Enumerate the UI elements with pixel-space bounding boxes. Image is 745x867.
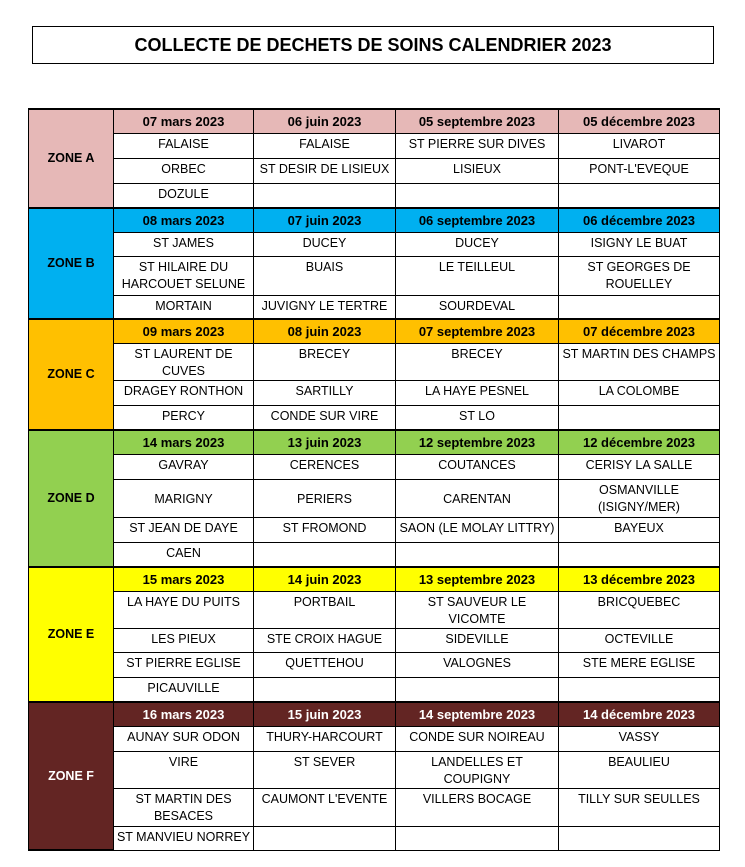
- town-cell: MORTAIN: [114, 295, 254, 319]
- town-cell: COUTANCES: [396, 454, 559, 479]
- town-cell: QUETTEHOU: [254, 652, 396, 677]
- town-cell: PICAUVILLE: [114, 677, 254, 702]
- zone-label: ZONE C: [29, 319, 114, 430]
- town-cell: ST HILAIRE DU HARCOUET SELUNE: [114, 256, 254, 295]
- town-cell: [254, 542, 396, 567]
- collection-date: 14 juin 2023: [254, 567, 396, 591]
- town-cell: MARIGNY: [114, 479, 254, 517]
- town-cell: FALAISE: [254, 133, 396, 158]
- town-cell: ST FROMOND: [254, 517, 396, 542]
- town-cell: SOURDEVAL: [396, 295, 559, 319]
- town-cell: ST SEVER: [254, 751, 396, 788]
- town-cell: SIDEVILLE: [396, 628, 559, 652]
- town-cell: CERISY LA SALLE: [559, 454, 720, 479]
- collection-date: 13 décembre 2023: [559, 567, 720, 591]
- collection-date: 06 décembre 2023: [559, 208, 720, 232]
- town-cell: [396, 183, 559, 208]
- town-cell: DOZULE: [114, 183, 254, 208]
- collection-date: 07 juin 2023: [254, 208, 396, 232]
- zone-label: ZONE E: [29, 567, 114, 702]
- collection-date: 16 mars 2023: [114, 702, 254, 726]
- town-cell: ST PIERRE EGLISE: [114, 652, 254, 677]
- town-cell: [559, 183, 720, 208]
- collection-date: 09 mars 2023: [114, 319, 254, 343]
- town-cell: PERIERS: [254, 479, 396, 517]
- town-cell: OCTEVILLE: [559, 628, 720, 652]
- collection-date: 05 septembre 2023: [396, 109, 559, 133]
- town-cell: [254, 183, 396, 208]
- town-cell: ST LO: [396, 405, 559, 430]
- town-cell: VIRE: [114, 751, 254, 788]
- town-cell: STE CROIX HAGUE: [254, 628, 396, 652]
- town-cell: STE MERE EGLISE: [559, 652, 720, 677]
- collection-date: 14 septembre 2023: [396, 702, 559, 726]
- town-cell: ST MARTIN DES BESACES: [114, 788, 254, 826]
- zone-label: ZONE F: [29, 702, 114, 850]
- town-cell: BRECEY: [396, 343, 559, 380]
- town-cell: LA COLOMBE: [559, 380, 720, 405]
- town-cell: SARTILLY: [254, 380, 396, 405]
- town-cell: LA HAYE DU PUITS: [114, 591, 254, 628]
- town-cell: PONT-L'EVEQUE: [559, 158, 720, 183]
- town-cell: [559, 542, 720, 567]
- town-cell: [559, 295, 720, 319]
- collection-date: 15 mars 2023: [114, 567, 254, 591]
- collection-date: 12 septembre 2023: [396, 430, 559, 454]
- town-cell: DRAGEY RONTHON: [114, 380, 254, 405]
- town-cell: GAVRAY: [114, 454, 254, 479]
- town-cell: FALAISE: [114, 133, 254, 158]
- town-cell: ST JAMES: [114, 232, 254, 256]
- town-cell: DUCEY: [396, 232, 559, 256]
- town-cell: CONDE SUR VIRE: [254, 405, 396, 430]
- collection-date: 14 décembre 2023: [559, 702, 720, 726]
- town-cell: ST GEORGES DE ROUELLEY: [559, 256, 720, 295]
- collection-date: 12 décembre 2023: [559, 430, 720, 454]
- collection-date: 08 juin 2023: [254, 319, 396, 343]
- zone-label: ZONE D: [29, 430, 114, 567]
- town-cell: [559, 826, 720, 850]
- calendar-table: [28, 108, 720, 851]
- page-title: COLLECTE DE DECHETS DE SOINS CALENDRIER 2023: [32, 26, 714, 64]
- collection-date: 07 décembre 2023: [559, 319, 720, 343]
- town-cell: BUAIS: [254, 256, 396, 295]
- town-cell: ST LAURENT DE CUVES: [114, 343, 254, 380]
- collection-date: 06 septembre 2023: [396, 208, 559, 232]
- town-cell: TILLY SUR SEULLES: [559, 788, 720, 826]
- town-cell: BRECEY: [254, 343, 396, 380]
- town-cell: PERCY: [114, 405, 254, 430]
- town-cell: [559, 405, 720, 430]
- zone-label: ZONE B: [29, 208, 114, 319]
- collection-date: 15 juin 2023: [254, 702, 396, 726]
- town-cell: CAUMONT L'EVENTE: [254, 788, 396, 826]
- town-cell: AUNAY SUR ODON: [114, 726, 254, 751]
- town-cell: BAYEUX: [559, 517, 720, 542]
- town-cell: ST JEAN DE DAYE: [114, 517, 254, 542]
- town-cell: LA HAYE PESNEL: [396, 380, 559, 405]
- town-cell: CAEN: [114, 542, 254, 567]
- town-cell: [396, 826, 559, 850]
- collection-date: 07 mars 2023: [114, 109, 254, 133]
- town-cell: CONDE SUR NOIREAU: [396, 726, 559, 751]
- town-cell: ST SAUVEUR LE VICOMTE: [396, 591, 559, 628]
- town-cell: ST PIERRE SUR DIVES: [396, 133, 559, 158]
- town-cell: ORBEC: [114, 158, 254, 183]
- collection-date: 06 juin 2023: [254, 109, 396, 133]
- town-cell: DUCEY: [254, 232, 396, 256]
- town-cell: [559, 677, 720, 702]
- town-cell: [254, 677, 396, 702]
- zone-label: ZONE A: [29, 109, 114, 208]
- town-cell: LISIEUX: [396, 158, 559, 183]
- collection-date: 08 mars 2023: [114, 208, 254, 232]
- town-cell: LE TEILLEUL: [396, 256, 559, 295]
- town-cell: ISIGNY LE BUAT: [559, 232, 720, 256]
- town-cell: CERENCES: [254, 454, 396, 479]
- town-cell: SAON (LE MOLAY LITTRY): [396, 517, 559, 542]
- collection-date: 07 septembre 2023: [396, 319, 559, 343]
- town-cell: LES PIEUX: [114, 628, 254, 652]
- town-cell: [254, 826, 396, 850]
- collection-date: 14 mars 2023: [114, 430, 254, 454]
- town-cell: CARENTAN: [396, 479, 559, 517]
- town-cell: ST DESIR DE LISIEUX: [254, 158, 396, 183]
- town-cell: VALOGNES: [396, 652, 559, 677]
- town-cell: PORTBAIL: [254, 591, 396, 628]
- town-cell: VASSY: [559, 726, 720, 751]
- collection-date: 13 septembre 2023: [396, 567, 559, 591]
- town-cell: LIVAROT: [559, 133, 720, 158]
- town-cell: BEAULIEU: [559, 751, 720, 788]
- town-cell: ST MARTIN DES CHAMPS: [559, 343, 720, 380]
- town-cell: OSMANVILLE (ISIGNY/MER): [559, 479, 720, 517]
- collection-date: 05 décembre 2023: [559, 109, 720, 133]
- town-cell: LANDELLES ET COUPIGNY: [396, 751, 559, 788]
- town-cell: [396, 542, 559, 567]
- town-cell: BRICQUEBEC: [559, 591, 720, 628]
- town-cell: THURY-HARCOURT: [254, 726, 396, 751]
- town-cell: ST MANVIEU NORREY: [114, 826, 254, 850]
- town-cell: JUVIGNY LE TERTRE: [254, 295, 396, 319]
- collection-date: 13 juin 2023: [254, 430, 396, 454]
- town-cell: VILLERS BOCAGE: [396, 788, 559, 826]
- town-cell: [396, 677, 559, 702]
